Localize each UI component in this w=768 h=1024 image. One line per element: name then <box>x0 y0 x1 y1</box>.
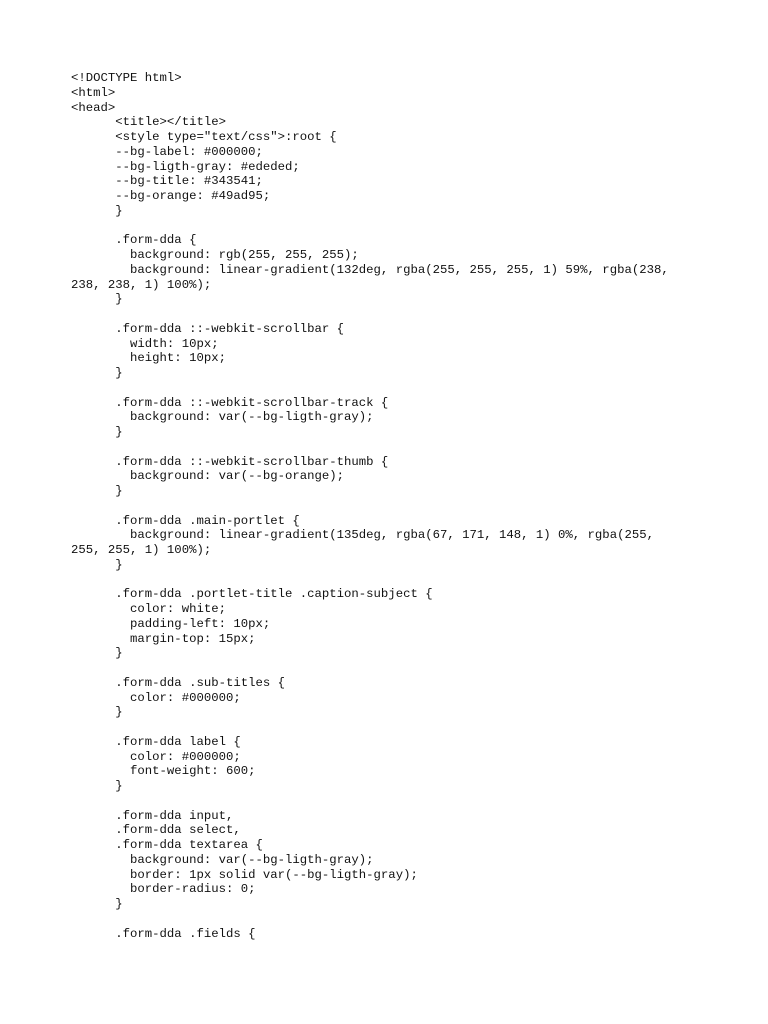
code-line: .form-dda { <box>71 233 197 248</box>
code-line: } <box>71 557 123 572</box>
code-line: .form-dda ::-webkit-scrollbar-track { <box>71 395 389 410</box>
code-line: --bg-label: #000000; <box>71 144 263 159</box>
code-line: .form-dda label { <box>71 734 241 749</box>
code-line: } <box>71 292 123 307</box>
code-line: .form-dda select, <box>71 823 241 838</box>
code-line <box>71 573 711 588</box>
code-line: <html> <box>71 85 116 100</box>
code-line: border: 1px solid var(--bg-ligth-gray); <box>71 867 418 882</box>
code-line: --bg-title: #343541; <box>71 174 263 189</box>
code-line: color: #000000; <box>71 749 241 764</box>
code-line: } <box>71 203 123 218</box>
code-line: background: linear-gradient(132deg, rgba(255, 255, 255, 1) 59%, rgba(238, <box>71 262 669 277</box>
code-line: } <box>71 366 123 380</box>
code-line: --bg-ligth-gray: #ededed; <box>71 159 300 174</box>
code-line <box>71 794 711 809</box>
code-line: width: 10px; <box>71 336 219 351</box>
code-line: --bg-orange: #49ad95; <box>71 189 271 203</box>
code-line: <head> <box>71 100 116 115</box>
code-line: background: var(--bg-orange); <box>71 469 345 484</box>
code-line <box>71 219 711 234</box>
code-line: .form-dda ::-webkit-scrollbar-thumb { <box>71 454 389 469</box>
code-line: <title></title> <box>71 115 226 130</box>
code-line <box>71 912 711 927</box>
code-line <box>71 381 711 396</box>
code-line: <style type="text/css">:root { <box>71 130 337 144</box>
code-line: .form-dda .fields { <box>71 926 256 941</box>
source-code-block <box>71 71 711 941</box>
code-line: .form-dda .sub-titles { <box>71 675 286 690</box>
code-line <box>71 307 711 322</box>
code-line: .form-dda textarea { <box>71 838 263 852</box>
code-line: padding-left: 10px; <box>71 616 271 631</box>
code-line: border-radius: 0; <box>71 882 256 897</box>
code-line: } <box>71 897 123 911</box>
code-line <box>71 499 711 514</box>
code-line <box>71 661 711 676</box>
code-line: } <box>71 646 123 661</box>
code-line: background: var(--bg-ligth-gray); <box>71 410 374 425</box>
code-line <box>71 720 711 735</box>
code-line: .form-dda .main-portlet { <box>71 513 300 528</box>
code-line: 238, 238, 1) 100%); <box>71 277 212 292</box>
code-line: color: #000000; <box>71 690 241 705</box>
code-line: } <box>71 779 123 793</box>
code-line: .form-dda ::-webkit-scrollbar { <box>71 321 345 336</box>
code-line: .form-dda .portlet-title .caption-subject { <box>71 587 433 602</box>
code-line: margin-top: 15px; <box>71 631 256 646</box>
code-line: height: 10px; <box>71 351 226 366</box>
code-line: 255, 255, 1) 100%); <box>71 543 212 557</box>
code-line: <!DOCTYPE html> <box>71 71 182 85</box>
code-line: background: rgb(255, 255, 255); <box>71 248 359 262</box>
code-line: background: linear-gradient(135deg, rgba(67, 171, 148, 1) 0%, rgba(255, <box>71 528 654 543</box>
code-line: color: white; <box>71 602 226 616</box>
code-line: } <box>71 705 123 720</box>
code-line: .form-dda input, <box>71 808 234 823</box>
code-line: background: var(--bg-ligth-gray); <box>71 852 374 867</box>
code-line: font-weight: 600; <box>71 764 256 779</box>
code-line: } <box>71 484 123 498</box>
code-line <box>71 440 711 455</box>
code-line: } <box>71 425 123 439</box>
